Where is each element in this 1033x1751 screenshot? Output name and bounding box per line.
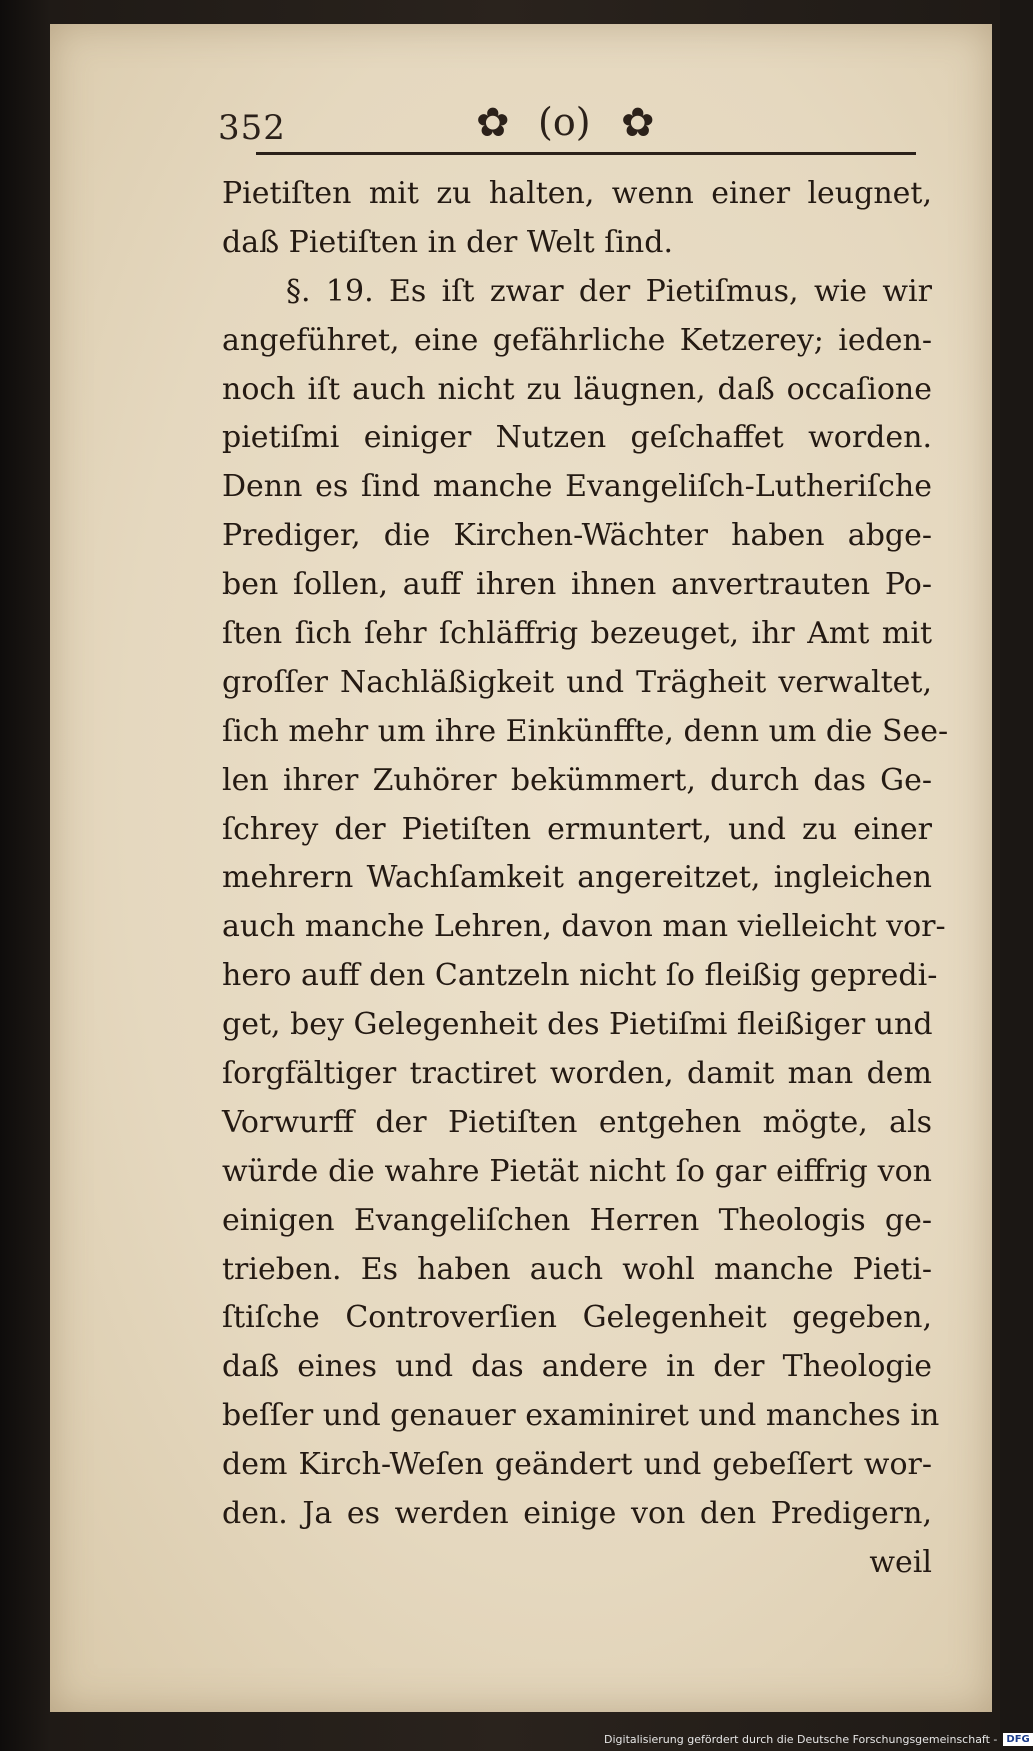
text-line: len ihrer Zuhörer bekümmert, durch das Ge-: [222, 762, 932, 798]
text-line: hero auff den Cantzeln nicht ſo fleißig gepredi-: [222, 958, 938, 994]
text-line: Denn es ſind manche Evangeliſch-Lutheriſche: [222, 469, 932, 505]
text-line: daß eines und das andere in der Theologie: [222, 1349, 932, 1385]
footer-credit: Digitalisierung gefördert durch die Deutsche Forschungsgemeinschaft -: [604, 1732, 998, 1746]
header-rule: [256, 152, 916, 155]
text-line: würde die wahre Pietät nicht ſo gar eiffrig von: [222, 1153, 932, 1189]
text-line: Prediger, die Kirchen-Wächter haben abge-: [222, 518, 932, 554]
text-line: beſſer und genauer examiniret und manches in: [222, 1398, 940, 1434]
text-line: noch iſt auch nicht zu läugnen, daß occaſione: [222, 371, 932, 407]
text-line: dem Kirch-Weſen geändert und gebeſſert wor-: [222, 1447, 932, 1483]
rosette-ornament-icon: ✿: [621, 100, 655, 146]
page-number: 352: [218, 108, 286, 148]
header-mark: (o): [538, 100, 591, 144]
text-line: den. Ja es werden einige von den Predigern,: [222, 1496, 932, 1532]
body-text: [222, 170, 949, 1588]
text-line: mehrern Wachſamkeit angereitzet, ingleichen: [222, 860, 932, 896]
dfg-logo: DFG: [1003, 1733, 1032, 1746]
text-line: ſtiſche Controverſien Gelegenheit gegeben,: [222, 1300, 932, 1336]
text-line: groſſer Nachläßigkeit und Trägheit verwaltet,: [222, 664, 932, 700]
text-line: ſchrey der Pietiſten ermuntert, und zu einer: [222, 811, 932, 847]
text-line: ſorgfältiger tractiret worden, damit man dem: [222, 1056, 932, 1092]
text-line: ben ſollen, auff ihren ihnen anvertrauten Po-: [222, 567, 932, 603]
text-line: auch manche Lehren, davon man vielleicht vor-: [222, 909, 946, 945]
text-line: Vorwurff der Pietiſten entgehen mögte, als: [222, 1104, 932, 1140]
text-line: ſten ſich ſehr ſchläffrig bezeuget, ihr Amt mit: [222, 616, 932, 652]
text-line: daß Pietiſten in der Welt ſind.: [222, 224, 673, 260]
text-line: ſich mehr um ihre Einkünffte, denn um die See-: [222, 713, 949, 749]
text-line: trieben. Es haben auch wohl manche Pieti-: [222, 1251, 932, 1287]
text-line: Pietiſten mit zu halten, wenn einer leugnet,: [222, 176, 932, 211]
rosette-ornament-icon: ✿: [476, 100, 510, 146]
text-line: pietiſmi einiger Nutzen geſchaffet worden.: [222, 420, 932, 456]
catchword: weil: [869, 1544, 932, 1580]
text-line: §. 19. Es iſt zwar der Pietiſmus, wie wir: [286, 273, 932, 309]
text-line: get, bey Gelegenheit des Pietiſmi fleißiger und: [222, 1007, 933, 1043]
text-line: angeführet, eine gefährliche Ketzerey; ieden-: [222, 322, 932, 358]
text-line: einigen Evangeliſchen Herren Theologis ge-: [222, 1202, 932, 1238]
digitization-footer: [604, 1730, 1030, 1748]
page-header: [166, 98, 926, 160]
